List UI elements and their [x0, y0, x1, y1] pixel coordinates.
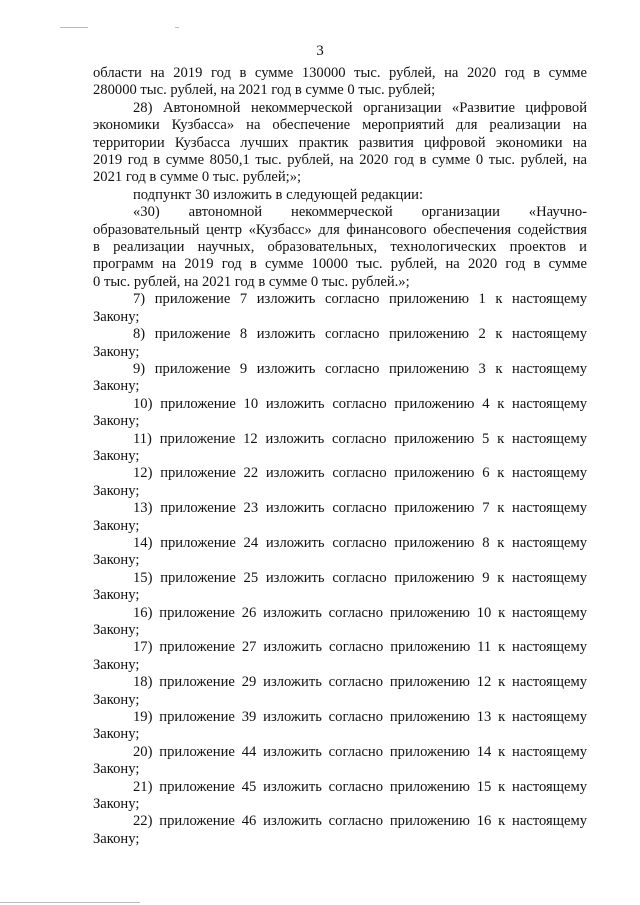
paragraph-5-line-2: Закону;: [93, 308, 140, 325]
paragraph-7-line-2: Закону;: [93, 378, 140, 395]
paragraph-20-line-2: Закону;: [93, 830, 140, 847]
paragraph-2-line-4: 2019 год в сумме 8050,1 тыс. рублей, на 2020 год в сумме 0 тыс. рублей, на: [93, 152, 587, 169]
paragraph-2-line-3: территории Кузбасса лучших практик развития цифровой экономики на: [93, 134, 587, 151]
paragraph-16-line-2: Закону;: [93, 691, 140, 708]
paragraph-1-line-2: 280000 тыс. рублей, на 2021 год в сумме 0 тыс. рублей;: [93, 82, 436, 99]
paragraph-4-line-1: «30) автономной некоммерческой организации «Научно-: [133, 204, 587, 221]
paragraph-17-line-2: Закону;: [93, 726, 140, 743]
scan-mark-top-center: [175, 27, 179, 28]
paragraph-11-line-1: 13) приложение 23 изложить согласно приложению 7 к настоящему: [133, 500, 587, 517]
paragraph-4-line-5: 0 тыс. рублей, на 2021 год в сумме 0 тыс. рублей.»;: [93, 273, 410, 290]
paragraph-20-line-1: 22) приложение 46 изложить согласно приложению 16 к настоящему: [133, 813, 587, 830]
paragraph-1-line-1: области на 2019 год в сумме 130000 тыс. рублей, на 2020 год в сумме: [93, 65, 587, 81]
paragraph-12-line-2: Закону;: [93, 552, 140, 569]
paragraph-4-line-3: в реализации научных, образовательных, технологических проектов и: [93, 239, 587, 256]
page-number: 3: [316, 43, 324, 59]
paragraph-13-line-2: Закону;: [93, 587, 140, 604]
paragraph-13-line-1: 15) приложение 25 изложить согласно приложению 9 к настоящему: [133, 569, 587, 586]
scan-mark-top-left: [60, 27, 88, 28]
paragraph-14-line-1: 16) приложение 26 изложить согласно приложению 10 к настоящему: [133, 604, 587, 621]
paragraph-6-line-2: Закону;: [93, 343, 140, 360]
paragraph-4-line-2: образовательный центр «Кузбасс» для финансового обеспечения содействия: [93, 221, 587, 238]
paragraph-9-line-1: 11) приложение 12 изложить согласно приложению 5 к настоящему: [133, 430, 587, 447]
paragraph-10-line-1: 12) приложение 22 изложить согласно приложению 6 к настоящему: [133, 465, 587, 482]
paragraph-8-line-2: Закону;: [93, 413, 140, 430]
paragraph-18-line-2: Закону;: [93, 761, 140, 778]
paragraph-11-line-2: Закону;: [93, 517, 140, 534]
paragraph-6-line-1: 8) приложение 8 изложить согласно приложению 2 к настоящему: [133, 326, 587, 343]
paragraph-12-line-1: 14) приложение 24 изложить согласно приложению 8 к настоящему: [133, 534, 587, 551]
paragraph-9-line-2: Закону;: [93, 447, 140, 464]
paragraph-14-line-2: Закону;: [93, 622, 140, 638]
paragraph-8-line-1: 10) приложение 10 изложить согласно приложению 4 к настоящему: [133, 395, 587, 412]
paragraph-2-line-2: экономики Кузбасса» на обеспечение мероприятий для реализации на: [93, 117, 587, 134]
paragraph-4-line-4: программ на 2019 год в сумме 10000 тыс. рублей, на 2020 год в сумме: [93, 256, 587, 273]
paragraph-15-line-2: Закону;: [93, 656, 140, 673]
paragraph-19-line-2: Закону;: [93, 796, 140, 813]
paragraph-17-line-1: 19) приложение 39 изложить согласно приложению 13 к настоящему: [133, 709, 587, 726]
paragraph-2-line-5: 2021 год в сумме 0 тыс. рублей;»;: [93, 169, 302, 186]
paragraph-19-line-1: 21) приложение 45 изложить согласно приложению 15 к настоящему: [133, 778, 587, 795]
paragraph-3-line-1: подпункт 30 изложить в следующей редакции:: [133, 186, 424, 203]
paragraph-16-line-1: 18) приложение 29 изложить согласно приложению 12 к настоящему: [133, 674, 587, 691]
paragraph-5-line-1: 7) приложение 7 изложить согласно приложению 1 к настоящему: [133, 291, 587, 308]
scan-mark-bottom-left: [0, 902, 140, 903]
paragraph-2-line-1: 28) Автономной некоммерческой организации «Развитие цифровой: [133, 99, 587, 116]
paragraph-7-line-1: 9) приложение 9 изложить согласно приложению 3 к настоящему: [133, 360, 587, 377]
paragraph-15-line-1: 17) приложение 27 изложить согласно приложению 11 к настоящему: [133, 639, 587, 656]
paragraph-18-line-1: 20) приложение 44 изложить согласно приложению 14 к настоящему: [133, 743, 587, 760]
paragraph-10-line-2: Закону;: [93, 482, 140, 499]
document-body: [93, 65, 587, 848]
